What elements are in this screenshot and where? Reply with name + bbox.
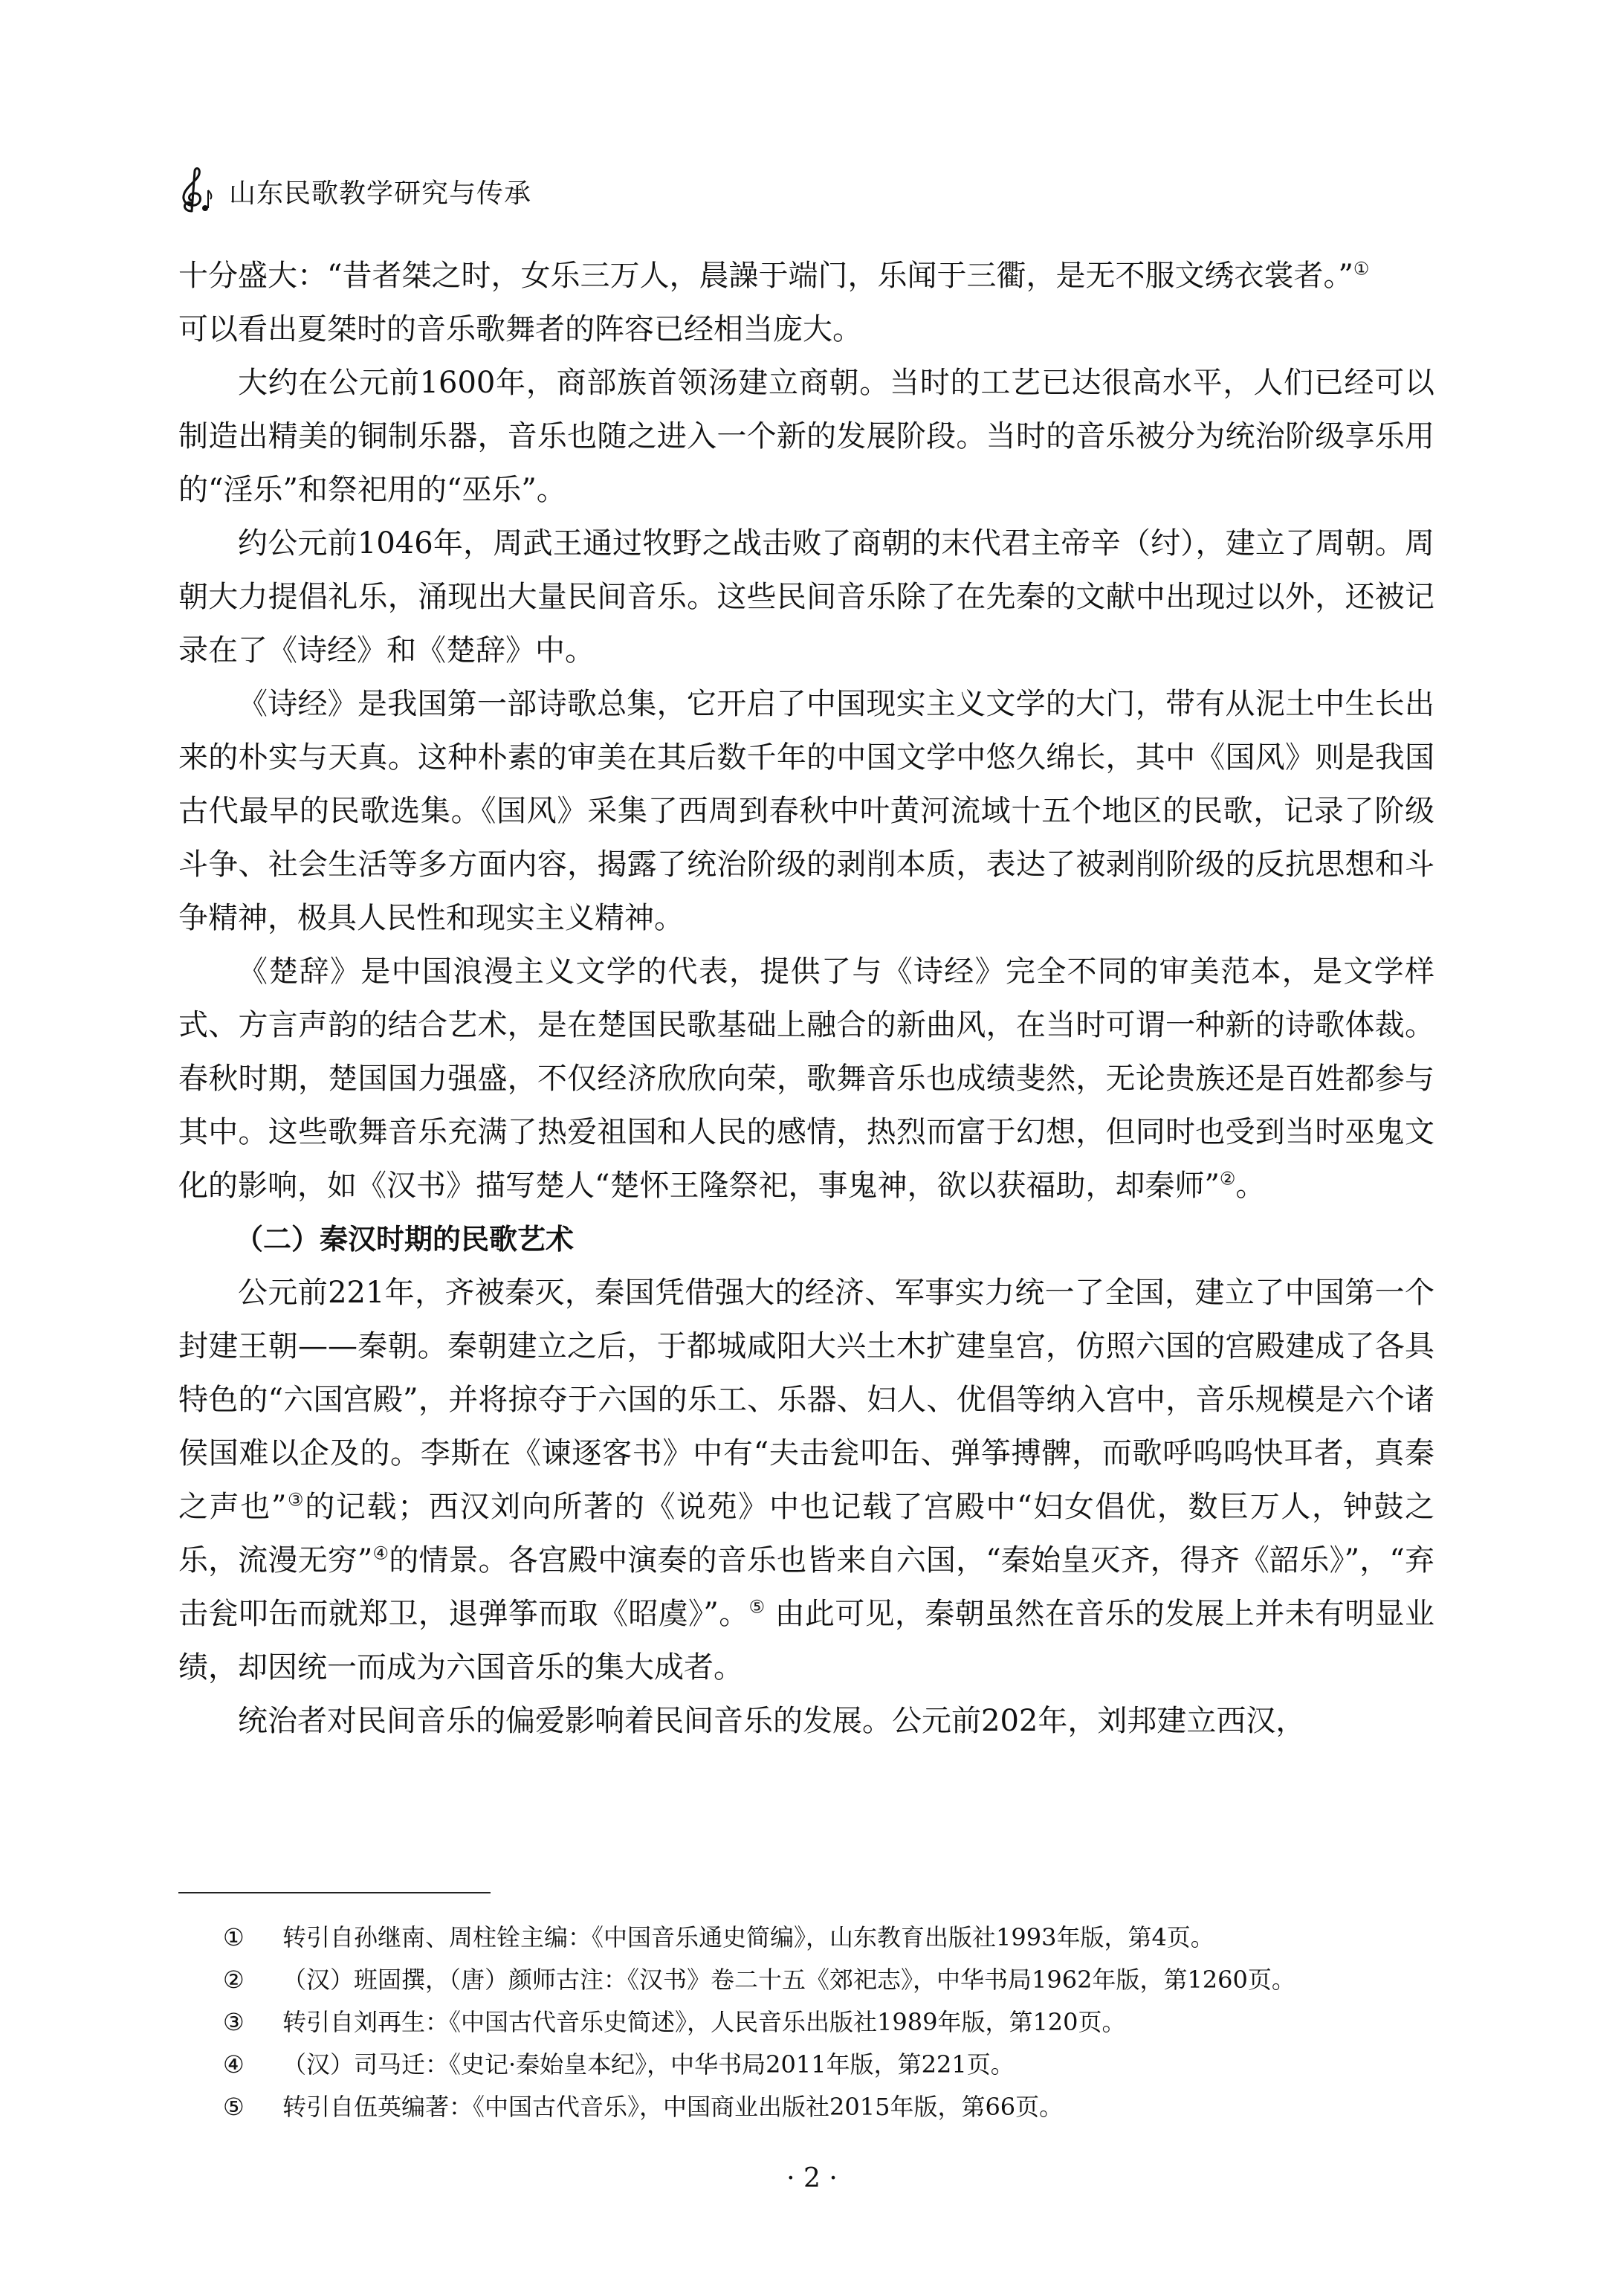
footnote-ref-1[interactable]: ① <box>1353 258 1370 280</box>
footnote-ref-3[interactable]: ③ <box>286 1489 305 1511</box>
section-heading: （二）秦汉时期的民歌艺术 <box>235 1223 575 1256</box>
footnote-ref-4[interactable]: ④ <box>372 1543 389 1564</box>
footnote-ref-2[interactable]: ② <box>1219 1168 1236 1189</box>
footnote-divider <box>178 1892 491 1893</box>
footnotes <box>223 1917 1434 2128</box>
paragraph-7: 统治者对民间音乐的偏爱影响着民间音乐的发展。公元前202年，刘邦建立西汉， <box>238 1704 1306 1738</box>
footnote-3: ③ 转引自刘再生：《中国古代音乐史简述》，人民音乐出版社1989年版，第120页。 <box>223 2008 1126 2036</box>
footnote-2: ② （汉）班固撰，（唐）颜师古注：《汉书》卷二十五《郊祀志》，中华书局1962年版，第1260页。 <box>223 1966 1295 1994</box>
paragraph-6: 公元前221年，齐被秦灭，秦国凭借强大的经济、军事实力统一了全国，建立了中国第一个封建王朝——秦朝。秦朝建立之后，于都城咸阳大兴土木扩建皇宫，仿照六国的宫殿建成了各具特色的“六国宫殿”，并将掠夺于六国的乐工、乐器、妇人、优倡等纳入宫中，音乐规模是六个诸侯国难以企及的。李斯在《谏逐客书》中有“夫击瓮叩缶、弹筝搏髀，而歌呼呜呜快耳者，真秦之声也”③的记载；西汉刘向所著的《说苑》中也记载了宫殿中“妇女倡优，数巨万人，钟鼓之乐，流漫无穷”④的情景。各宫殿中演奏的音乐也皆来自六国，“秦始皇灭齐，得齐《韶乐》”，“弃击瓮叩缶而就郑卫，退弹筝而取《昭虞》”。⑤ 由此可见，秦朝虽然在音乐的发展上并未有明显业绩，却因统一而成为六国音乐的集大成者。 <box>178 1276 1435 1685</box>
paragraph-4: 《诗经》是我国第一部诗歌总集，它开启了中国现实主义文学的大门，带有从泥土中生长出来的朴实与天真。这种朴素的审美在其后数千年的中国文学中悠久绵长，其中《国风》则是我国古代最早的民歌选集。《国风》采集了西周到春秋中叶黄河流域十五个地区的民歌，记录了阶级斗争、社会生活等多方面内容，揭露了统治阶级的剥削本质，表达了被剥削阶级的反抗思想和斗争精神，极具人民性和现实主义精神。 <box>178 687 1434 935</box>
footnote-1: ① 转引自孙继南、周柱铨主编：《中国音乐通史简编》，山东教育出版社1993年版，第4页。 <box>223 1923 1214 1951</box>
paragraph-1: 十分盛大：“昔者桀之时，女乐三万人，晨譟于端门，乐闻于三衢，是无不服文绣衣裳者。”① 可以看出夏桀时的音乐歌舞者的阵容已经相当庞大。 <box>178 258 1370 346</box>
footnote-ref-5[interactable]: ⑤ <box>748 1596 766 1618</box>
paragraph-2: 大约在公元前1600年，商部族首领汤建立商朝。当时的工艺已达很高水平，人们已经可以制造出精美的铜制乐器，音乐也随之进入一个新的发展阶段。当时的音乐被分为统治阶级享乐用的“淫乐”和祭祀用的“巫乐”。 <box>178 366 1434 507</box>
paragraph-3: 约公元前1046年，周武王通过牧野之战击败了商朝的末代君主帝辛（纣），建立了周朝。周朝大力提倡礼乐，涌现出大量民间音乐。这些民间音乐除了在先秦的文献中出现过以外，还被记录在了《诗经》和《楚辞》中。 <box>178 526 1434 668</box>
footnote-4: ④ （汉）司马迁：《史记·秦始皇本纪》，中华书局2011年版，第221页。 <box>223 2050 1015 2079</box>
main-text <box>178 249 1434 1748</box>
running-header <box>169 165 531 217</box>
treble-clef-icon <box>169 165 214 217</box>
book-title: 山东民歌教学研究与传承 <box>229 178 532 209</box>
page-number: · 2 · <box>786 2163 838 2194</box>
paragraph-5: 《楚辞》是中国浪漫主义文学的代表，提供了与《诗经》完全不同的审美范本，是文学样式、方言声韵的结合艺术，是在楚国民歌基础上融合的新曲风，在当时可谓一种新的诗歌体裁。春秋时期，楚国国力强盛，不仅经济欣欣向荣，歌舞音乐也成绩斐然，无论贵族还是百姓都参与其中。这些歌舞音乐充满了热爱祖国和人民的感情，热烈而富于幻想，但同时也受到当时巫鬼文化的影响，如《汉书》描写楚人“楚怀王隆祭祀，事鬼神，欲以获福助，却秦师”②。 <box>178 955 1434 1203</box>
footnote-5: ⑤ 转引自伍英编著：《中国古代音乐》，中国商业出版社2015年版，第66页。 <box>223 2093 1064 2121</box>
